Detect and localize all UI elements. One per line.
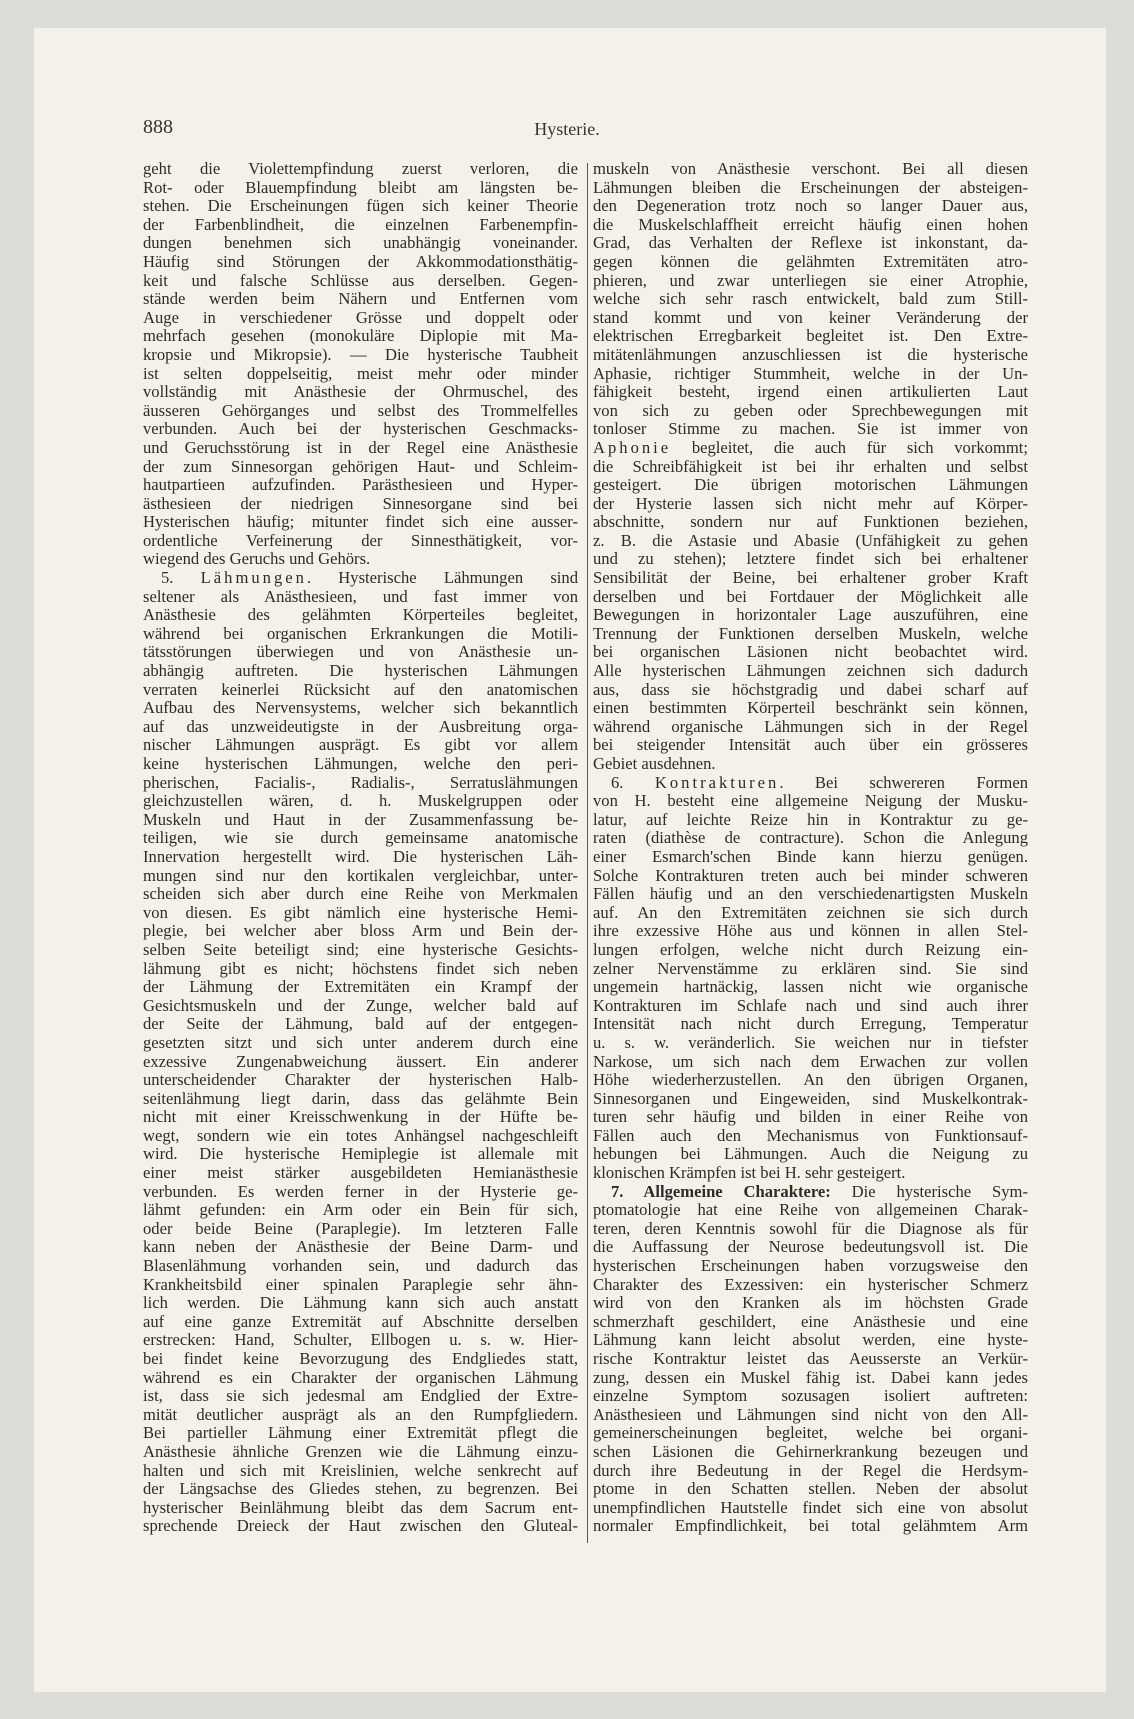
text-line: ist selten doppelseitig, meist mehr oder minder: [143, 363, 578, 383]
text-line: lich werden. Die Lähmung kann sich auch anstatt: [143, 1293, 578, 1313]
text-line: tätsstörungen überwiegen und von Anästhesie un-: [143, 642, 578, 662]
text-line: während organische Lähmungen sich in der Regel: [593, 716, 1028, 736]
text-line: wird von den Kranken als im höchsten Grade: [593, 1293, 1028, 1313]
text-line: Lähmungen bleiben die Erscheinungen der absteigen-: [593, 177, 1028, 197]
text-line: gemeinerscheinungen begleitet, welche bei organi-: [593, 1423, 1028, 1443]
text-line: aus, dass sie höchstgradig und dabei scharf auf: [593, 679, 1028, 699]
text-line: Charakter des Exzessiven: ein hysterischer Schmerz: [593, 1274, 1028, 1294]
text-line: stände werden beim Nähern und Entfernen vom: [143, 289, 578, 309]
text-line: durch ihre Bedeutung in der Regel die Herdsym-: [593, 1460, 1028, 1480]
text-line: Innervation hergestellt wird. Die hysterischen Läh-: [143, 846, 578, 866]
text-line: stehen. Die Erscheinungen fügen sich keiner Theorie: [143, 196, 578, 216]
text-line: Anästhesie des gelähmten Körperteiles begleitet,: [143, 605, 578, 625]
text-line: klonischen Krämpfen ist bei H. sehr gesteigert.: [593, 1163, 906, 1183]
spaced-heading: Kontrakturen: [654, 772, 780, 792]
text-line: mitätenlähmungen anzuschliessen ist die hysterische: [593, 344, 1028, 364]
page-number: 888: [143, 116, 173, 138]
text-line: ordentliche Verfeinerung der Sinnesthätigkeit, vor-: [143, 530, 578, 550]
text-line: Krankheitsbild einer spinalen Paraplegie sehr ähn-: [143, 1274, 578, 1294]
text-line: dungen benehmen sich unabhängig voneinander.: [143, 233, 578, 253]
text-line: bei steigender Intensität auch über ein grösseres: [593, 735, 1028, 755]
text-line: hebungen bei Lähmungen. Auch die Neigung zu: [593, 1144, 1028, 1164]
text-line: seitenlähmung liegt darin, dass das gelähmte Bein: [143, 1088, 578, 1108]
text-line: [593, 774, 1028, 793]
text-line: Bewegungen in horizontaler Lage auszuführen, eine: [593, 605, 1028, 625]
text-line: Bei partieller Lähmung einer Extremität pflegt die: [143, 1423, 578, 1443]
text-line: raten (diathèse de contracture). Schon die Anlegung: [593, 828, 1028, 848]
text-line: unempfindlichen Hautstelle findet sich eine von absolut: [593, 1497, 1028, 1517]
text-span: 6.: [611, 772, 655, 792]
text-line: Intensität nach nicht durch Erregung, Temperatur: [593, 1014, 1028, 1034]
text-line: fähigkeit besteht, irgend einen artikulierten Laut: [593, 382, 1028, 402]
text-line: pherischen, Facialis-, Radialis-, Serratuslähmungen: [143, 772, 578, 792]
text-span: Die hysterische Sym-: [830, 1181, 1028, 1201]
text-line: [143, 569, 578, 588]
text-line: während es ein Charakter der organischen Lähmung: [143, 1367, 578, 1387]
text-line: Hysterischen häufig; mitunter findet sich eine ausser-: [143, 512, 578, 532]
section-heading: 7. Allgemeine Charaktere:: [611, 1181, 831, 1201]
text-line: turen sehr häufig und bilden in einer Reihe von: [593, 1107, 1028, 1127]
text-line: wiegend des Geruchs und Gehörs.: [143, 549, 371, 569]
text-line: Blasenlähmung vorhanden sein, und dadurch das: [143, 1256, 578, 1276]
text-line: unterscheidender Charakter der hysterischen Halb-: [143, 1070, 578, 1090]
right-column: [593, 160, 1028, 1536]
text-line: Solche Kontrakturen treten auch bei minder schweren: [593, 865, 1028, 885]
spaced-heading: Aphonie: [593, 437, 672, 457]
text-line: lähmung gibt es nicht; höchstens findet sich neben: [143, 958, 578, 978]
text-line: Narkose, um sich nach dem Erwachen zur vollen: [593, 1051, 1028, 1071]
text-line: verraten keinerlei Rücksicht auf den anatomischen: [143, 679, 578, 699]
text-line: ästhesieen der niedrigen Sinnesorgane sind bei: [143, 493, 578, 513]
text-line: Höhe wiederherzustellen. An den übrigen Organen,: [593, 1070, 1028, 1090]
text-line: Aufbau des Nervensystems, welcher sich bekanntlich: [143, 698, 578, 718]
text-line: stand kommt und von keiner Veränderung der: [593, 307, 1028, 327]
text-line: äusseren Gehörganges und selbst des Trommelfelles: [143, 400, 578, 420]
text-line: teren, deren Kenntnis sowohl für die Diagnose als für: [593, 1218, 1028, 1238]
text-line: keit und falsche Schlüsse aus derselben. Gegen-: [143, 270, 578, 290]
text-line: nicht mit einer Kreisschwenkung in der Hüfte be-: [143, 1107, 578, 1127]
text-line: elektrischen Erregbarkeit begleitet ist. Den Extre-: [593, 326, 1028, 346]
text-line: Fällen häufig und an den verschiedenartigsten Muskeln: [593, 884, 1028, 904]
text-line: Gesichtsmuskeln und der Zunge, welcher bald auf: [143, 995, 578, 1015]
text-line: einer meist stärker ausgebildeten Hemianästhesie: [143, 1163, 578, 1183]
text-line: ihre exzessive Höhe aus und können in allen Stel-: [593, 921, 1028, 941]
text-line: [593, 439, 1028, 458]
text-line: gesetzten sitzt und sich unter anderem durch eine: [143, 1032, 578, 1052]
text-line: die Muskelschlaffheit erreicht häufig einen hohen: [593, 214, 1028, 234]
text-line: halten und sich mit Kreislinien, welche senkrecht auf: [143, 1460, 578, 1480]
text-line: einer Esmarch'schen Binde kann hierzu genügen.: [593, 846, 1028, 866]
text-line: der Farbenblindheit, die einzelnen Farbenempfin-: [143, 214, 578, 234]
text-line: Anästhesie ähnliche Grenzen wie die Lähmung einzu-: [143, 1441, 578, 1461]
text-line: abschnitte, sondern nur auf Funktionen beziehen,: [593, 512, 1028, 532]
text-line: und zu stehen); letztere findet sich bei erhaltener: [593, 549, 1028, 569]
text-line: normaler Empfindlichkeit, bei total gelähmtem Arm: [593, 1516, 1028, 1536]
text-span: begleitet, die auch für sich vorkommt;: [671, 437, 1028, 457]
text-line: der Hysterie lassen sich nicht mehr auf Körper-: [593, 493, 1028, 513]
text-line: lungen erfolgen, welche nicht durch Reizung ein-: [593, 939, 1028, 959]
text-line: Muskeln und Haut in der Zusammenfassung be-: [143, 809, 578, 829]
text-line: exzessive Zungenabweichung äussert. Ein anderer: [143, 1051, 578, 1071]
text-line: ptome in den Schatten stellen. Neben der absolut: [593, 1479, 1028, 1499]
text-line: bei organischen Läsionen nicht beobachtet wird.: [593, 642, 1028, 662]
text-line: verbunden. Auch bei der hysterischen Geschmacks-: [143, 419, 578, 439]
text-line: u. s. w. veränderlich. Sie weichen nur in tiefster: [593, 1032, 1028, 1052]
text-line: zung, dessen ein Muskel fähig ist. Dabei kann jedes: [593, 1367, 1028, 1387]
text-line: einen bestimmten Körperteil beschränkt sein können,: [593, 698, 1028, 718]
text-line: geht die Violettempfindung zuerst verloren, die: [143, 159, 578, 178]
text-span: . Hysterische Lähmungen sind: [306, 568, 578, 588]
text-line: den Degeneration trotz noch so langer Dauer aus,: [593, 196, 1028, 216]
text-line: Grad, das Verhalten der Reflexe ist inkonstant, da-: [593, 233, 1028, 253]
text-line: zelner Nervenstämme zu erklären sind. Sie sind: [593, 958, 1028, 978]
text-line: hysterischer Beinlähmung bleibt das dem Sacrum ent-: [143, 1497, 578, 1517]
text-line: von H. besteht eine allgemeine Neigung der Musku-: [593, 791, 1028, 811]
text-line: scheiden sich aber durch eine Reihe von Merkmalen: [143, 884, 578, 904]
text-line: ist, dass sie sich jedesmal am Endglied der Extre-: [143, 1386, 578, 1406]
text-line: Auge in verschiedener Grösse und doppelt oder: [143, 307, 578, 327]
text-line: oder beide Beine (Paraplegie). Im letzteren Falle: [143, 1218, 578, 1238]
text-line: schmerzhaft geschildert, eine Anästhesie und eine: [593, 1311, 1028, 1331]
text-line: Lähmung kann leicht absolut werden, eine hyste-: [593, 1330, 1028, 1350]
text-line: derselben und bei Fortdauer der Möglichkeit alle: [593, 586, 1028, 606]
text-line: der Lähmung der Extremitäten ein Krampf der: [143, 977, 578, 997]
text-line: während bei organischen Erkrankungen die Motili-: [143, 623, 578, 643]
text-span: 5.: [161, 568, 201, 588]
text-line: kann neben der Anästhesie der Beine Darm- und: [143, 1237, 578, 1257]
text-line: der Längsachse des Gliedes stehen, zu begrenzen. Bei: [143, 1479, 578, 1499]
text-line: hautpartieen aufzufinden. Parästhesieen und Hyper-: [143, 475, 578, 495]
text-line: lähmt gefunden: ein Arm oder ein Bein für sich,: [143, 1200, 578, 1220]
text-line: keine hysterischen Lähmungen, welche den peri-: [143, 754, 578, 773]
text-line: selben Seite beteiligt sind; eine hysterische Gesichts-: [143, 939, 578, 959]
text-line: Aphasie, richtiger Stummheit, welche in der Un-: [593, 363, 1028, 383]
text-line: seltener als Anästhesieen, und fast immer von: [143, 586, 578, 606]
text-line: Rot- oder Blauempfindung bleibt am längsten be-: [143, 177, 578, 197]
text-line: Sensibilität der Beine, bei erhaltener grober Kraft: [593, 568, 1028, 588]
text-line: verbunden. Es werden ferner in der Hysterie ge-: [143, 1181, 578, 1201]
text-line: tonloser Stimme zu machen. Sie ist immer von: [593, 419, 1028, 439]
text-line: der zum Sinnesorgan gehörigen Haut- und Schleim-: [143, 456, 578, 476]
column-divider: [587, 163, 588, 1543]
text-line: rische Kontraktur leistet das Aeusserste an Verkür-: [593, 1349, 1028, 1368]
text-line: phieren, und zwar unterliegen sie einer Atrophie,: [593, 270, 1028, 290]
text-line: wird. Die hysterische Hemiplegie ist allemale mit: [143, 1144, 578, 1164]
text-line: Alle hysterischen Lähmungen zeichnen sich dadurch: [593, 661, 1028, 681]
text-line: kropsie und Mikropsie). — Die hysterische Taubheit: [143, 344, 578, 364]
text-line: latur, auf leichte Reize hin in Kontraktur zu ge-: [593, 809, 1028, 829]
text-line: Sinnesorganen und Eingeweiden, sind Muskelkontrak-: [593, 1088, 1028, 1108]
running-title: Hysterie.: [534, 119, 600, 139]
text-line: vollständig mit Anästhesie der Ohrmuschel, des: [143, 382, 578, 402]
text-line: erstrecken: Hand, Schulter, Ellbogen u. s. w. Hier-: [143, 1330, 578, 1350]
text-line: plegie, bei welcher aber bloss Arm und Bein der-: [143, 921, 578, 941]
text-line: nischer Lähmungen ausprägt. Es gibt vor allem: [143, 735, 578, 755]
text-line: einzelne Symptom sozusagen isoliert auftreten:: [593, 1386, 1028, 1406]
left-column: [143, 160, 578, 1536]
text-line: der Seite der Lähmung, bald auf der entgegen-: [143, 1014, 578, 1034]
text-line: gleichzustellen wären, d. h. Muskelgruppen oder: [143, 791, 578, 811]
text-line: ungemein hartnäckig, lassen nicht wie organische: [593, 977, 1028, 997]
text-line: hysterischen Erscheinungen haben vorzugsweise den: [593, 1256, 1028, 1276]
text-line: wegt, sondern wie ein totes Anhängsel nachgeschleift: [143, 1125, 578, 1145]
text-line: auf. An den Extremitäten zeichnen sie sich durch: [593, 902, 1028, 922]
text-line: mehrfach gesehen (monokuläre Diplopie mit Ma-: [143, 326, 578, 346]
text-span: . Bei schwereren Formen: [779, 772, 1028, 792]
text-line: die Schreibfähigkeit ist bei ihr erhalten und selbst: [593, 456, 1028, 476]
text-line: die Auffassung der Neurose bedeutungsvoll ist. Die: [593, 1237, 1028, 1257]
text-line: Fällen auch den Mechanismus von Funktionsauf-: [593, 1125, 1028, 1145]
text-line: schen Läsionen die Gehirnerkrankung bezeugen und: [593, 1441, 1028, 1461]
text-line: muskeln von Anästhesie verschont. Bei all diesen: [593, 159, 1028, 178]
text-line: von sich zu geben oder Sprechbewegungen mit: [593, 400, 1028, 420]
text-line: Häufig sind Störungen der Akkommodationsthätig-: [143, 251, 578, 271]
text-line: Trennung der Funktionen derselben Muskeln, welche: [593, 623, 1028, 643]
text-line: abhängig auftreten. Die hysterischen Lähmungen: [143, 661, 578, 681]
text-line: z. B. die Astasie und Abasie (Unfähigkeit zu gehen: [593, 530, 1028, 550]
text-line: [593, 1183, 1028, 1202]
text-line: mungen sind nur den kortikalen vergleichbar, unter-: [143, 865, 578, 885]
text-line: bei findet keine Bevorzugung des Endgliedes statt,: [143, 1349, 578, 1368]
text-line: teiligen, wie sie durch gemeinsame anatomische: [143, 828, 578, 848]
text-line: Gebiet ausdehnen.: [593, 754, 716, 773]
text-line: Anästhesieen und Lähmungen sind nicht von den All-: [593, 1404, 1028, 1424]
text-line: von diesen. Es gibt nämlich eine hysterische Hemi-: [143, 902, 578, 922]
text-line: ptomatologie hat eine Reihe von allgemeinen Charak-: [593, 1200, 1028, 1220]
spaced-heading: Lähmungen: [200, 568, 307, 588]
text-line: sprechende Dreieck der Haut zwischen den Gluteal-: [143, 1516, 578, 1536]
text-line: welche sich sehr rasch entwickelt, bald zum Still-: [593, 289, 1028, 309]
text-line: auf das unzweideutigste in der Ausbreitung orga-: [143, 716, 578, 736]
text-line: und Geruchsstörung ist in der Regel eine Anästhesie: [143, 437, 578, 457]
text-line: mität deutlicher ausprägt als an den Rumpfgliedern.: [143, 1404, 578, 1424]
text-line: gegen können die gelähmten Extremitäten atro-: [593, 251, 1028, 271]
text-line: auf eine ganze Extremität auf Abschnitte derselben: [143, 1311, 578, 1331]
text-line: gesteigert. Die übrigen motorischen Lähmungen: [593, 475, 1028, 495]
text-line: Kontrakturen im Schlafe nach und sind auch ihrer: [593, 995, 1028, 1015]
